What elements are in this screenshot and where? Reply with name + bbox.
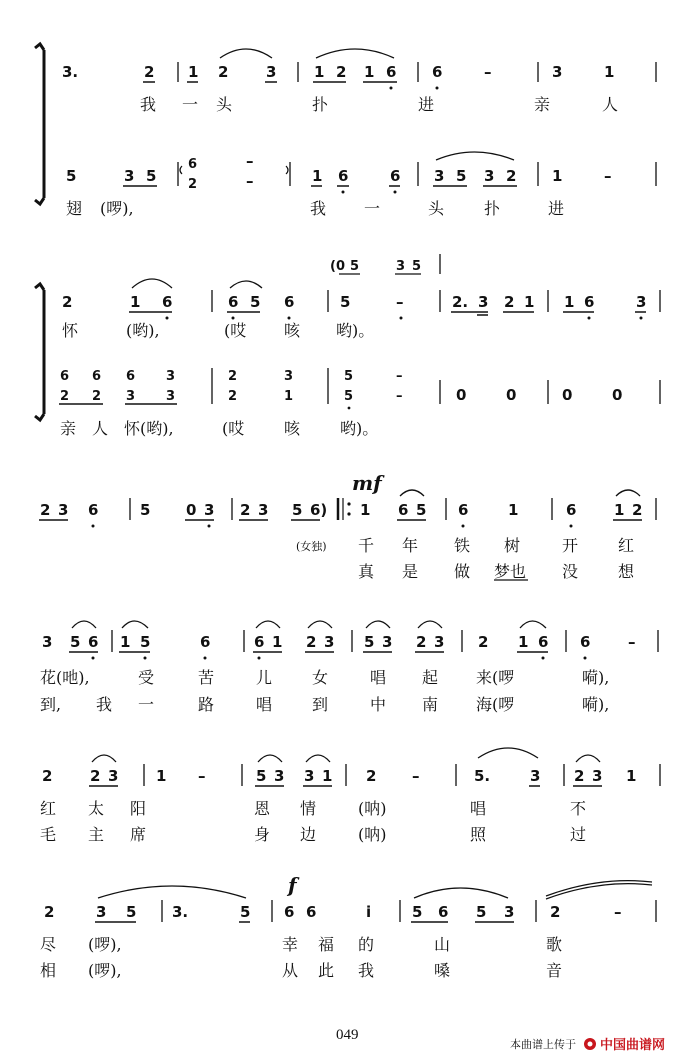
lyric: 扑 [484,199,501,218]
lyric: 儿 [256,668,273,687]
note: 6 [398,501,409,519]
lyric: 照 [470,825,487,844]
note: 3 [58,501,69,519]
lyric: 受 [138,668,155,687]
note: 5 [292,501,303,519]
note: 6 [386,63,397,81]
lyric: 我 [96,695,113,714]
note: 6 [390,167,401,185]
lyric: 来(啰 [476,668,515,687]
note: 3 [124,167,135,185]
lyric: 太 [88,799,105,818]
lyric: 亲 [60,419,77,438]
lyric: 千 [358,536,375,555]
note: 1 [552,167,563,185]
lower-lyrics [60,419,378,438]
lyric: 过 [570,825,587,844]
lyric: 南 [422,695,439,714]
line-6 [40,873,656,980]
note: 5 [240,903,251,921]
lyric: 歌 [546,935,563,954]
note: – [614,903,622,921]
note: 2 [218,63,229,81]
note: 0 [456,386,467,404]
note: 3 [396,259,406,274]
note: 5 [146,167,157,185]
lyric: 我 [310,199,327,218]
note: 6 [88,501,99,519]
note: 3 [434,167,445,185]
lyric: 嗓 [434,961,451,980]
lyrics [40,799,586,844]
note: 3 [504,903,515,921]
note: 5 [412,259,422,274]
lyric: 红 [618,536,635,555]
lyrics [296,536,635,581]
note: 0 [506,386,517,404]
note: 3 [324,633,335,651]
site-logo-icon [584,1038,596,1050]
lyric: 进 [418,95,435,114]
lyric: 头 [428,199,445,218]
lyric: 怀(哟), [124,419,174,438]
lyric: 咳 [284,419,301,438]
note: 2 [92,389,102,404]
system-1 [35,44,656,218]
note: 5 [66,167,77,185]
note: – [396,293,404,311]
note: 2 [336,63,347,81]
note: 1 [626,767,637,785]
system-bracket [35,284,44,420]
note: 5 [126,903,137,921]
lyric: 音 [546,961,563,980]
note: 1 [284,389,294,404]
lyric: 怀 [62,321,79,340]
lyric: 席 [130,825,147,844]
lyric: (啰), [88,935,122,954]
note: 5 [476,903,487,921]
note: 1 [314,63,325,81]
lyric: (啰), [88,961,122,980]
lyrics [40,668,609,714]
note: 5 [140,501,151,519]
note: 2 [550,903,561,921]
note: 3 [636,293,647,311]
lyric: 唱 [370,668,387,687]
note: 1 [312,167,323,185]
singer-label: (女独) [296,540,327,553]
lower-lyrics [66,199,564,218]
lyric: 此 [318,961,335,980]
note: 0 [612,386,623,404]
note: 6 [432,63,443,81]
note: 3 [204,501,215,519]
note: 2 [228,369,238,384]
note: 6 [584,293,595,311]
note: 6 [538,633,549,651]
note: 5 [344,389,354,404]
lyric: (呐) [358,799,387,818]
dynamic-marking: mf [352,471,382,495]
lyric: 扑 [312,95,329,114]
lyric: 福 [318,935,335,954]
lyric: 花(吔), [40,668,90,687]
note: 6 [162,293,173,311]
note: 1 [188,63,199,81]
note: 3 [592,767,603,785]
note: – [198,767,206,785]
note: 6 [438,903,449,921]
note: 5. [474,767,491,785]
lyric: 唱 [256,695,273,714]
note: 5 [340,293,351,311]
note: 2 [144,63,155,81]
note: i [366,903,372,921]
note: 1 [120,633,131,651]
note: 6 [580,633,591,651]
lyric: 从 [282,961,299,980]
note: 1 [524,293,535,311]
lyric: 嗬), [582,668,610,687]
note: 3 [284,369,294,384]
note: – [396,389,403,404]
lyric: 阳 [130,799,147,818]
lyric: 我 [140,95,157,114]
note: 2 [240,501,251,519]
note: 6 [284,293,295,311]
notes [44,903,622,921]
notes [42,633,636,651]
lyric: 路 [198,695,215,714]
note: 2. [452,293,469,311]
note: 2 [506,167,517,185]
note: 6 [228,293,239,311]
footer [336,1027,665,1053]
note: 1 [564,293,575,311]
barlines [162,900,656,922]
note: (0 [330,259,345,274]
note: 3 [258,501,269,519]
lower-marks [59,404,350,409]
lyric: 梦也 [494,562,527,581]
upper-notes [62,63,614,81]
lyric: 恩 [254,799,271,818]
lyric: 幸 [282,935,299,954]
note: 1 [130,293,141,311]
note: 1 [604,63,615,81]
note: 2 [40,501,51,519]
note: 6 [126,369,136,384]
note: 5 [344,369,354,384]
lyric: 相 [40,961,57,980]
upper-lyrics [62,321,374,340]
lower-notes-top [60,369,403,384]
note: – [484,63,492,81]
note: 3 [434,633,445,651]
note: – [396,369,403,384]
note: 3 [166,389,176,404]
note: 2 [60,389,70,404]
lyric: 一 [182,95,199,114]
note: 3 [552,63,563,81]
site-logo-text: 中国曲谱网 [600,1038,666,1053]
note: 1 [518,633,529,651]
note: 3 [108,767,119,785]
lyrics [40,935,562,980]
lyric: (呐) [358,825,387,844]
note: 1 [156,767,167,785]
line-4 [40,621,658,714]
lower-notes-bottom [60,386,622,404]
lyric: 进 [548,199,565,218]
note: 0 [186,501,197,519]
lyric: 唱 [470,799,487,818]
lyric: 没 [562,562,579,581]
note: 1 [614,501,625,519]
note: 6 [188,157,198,172]
note: 2 [306,633,317,651]
lyric: 人 [602,95,619,114]
note: 2 [504,293,515,311]
lyric: 山 [434,935,451,954]
note: 0 [562,386,573,404]
note: 2 [188,177,198,192]
lyric: 中 [370,695,387,714]
lyric: 头 [216,95,233,114]
note: – [412,767,420,785]
note: 3. [62,63,79,81]
lyric: 海(啰 [476,695,515,714]
note: 5 [456,167,467,185]
lyric: 一 [138,695,155,714]
note: 1 [322,767,333,785]
note: 1 [508,501,519,519]
note: 2 [228,389,238,404]
lyric: 女 [312,668,329,687]
note: 2 [632,501,643,519]
lyric: 主 [88,825,105,844]
note: 2 [42,767,53,785]
note: 3 [382,633,393,651]
lyric: 树 [504,536,521,555]
dynamic-marking: f [288,873,297,897]
note: 6 [88,633,99,651]
lyric: 我 [358,961,375,980]
lyric: 的 [358,935,375,954]
lyric: 情 [300,799,317,818]
note: 6 [338,167,349,185]
lyric: 咳 [284,321,301,340]
lyric: 想 [618,562,635,581]
note: – [628,633,636,651]
note: 2 [90,767,101,785]
system-bracket [35,44,44,204]
note: 5 [140,633,151,651]
note: 3 [274,767,285,785]
note: 6 [458,501,469,519]
line-5 [40,748,660,844]
lyric: 是 [402,562,419,581]
notes [42,767,636,785]
note: 3 [166,369,176,384]
system-2 [35,254,660,438]
note: 5 [416,501,427,519]
page-number: 049 [336,1027,359,1043]
lyric: 嗬), [582,695,610,714]
note: 3 [304,767,315,785]
lyric: 边 [300,825,317,844]
lyric: 到, [40,695,62,714]
note: – [246,172,254,190]
note: 2 [62,293,73,311]
note: 5 [350,259,360,274]
note: 5 [412,903,423,921]
note: 1 [364,63,375,81]
note: 5 [250,293,261,311]
lyric: (哎 [224,321,247,340]
lyric: 起 [422,668,439,687]
note: 2 [478,633,489,651]
note: 6) [310,501,328,519]
note: 3. [172,903,189,921]
note: – [246,152,254,170]
lyric: 真 [358,562,375,581]
lyric: (哟), [126,321,160,340]
note: 3 [42,633,53,651]
note: 3 [96,903,107,921]
lyric: 年 [402,536,419,555]
lyric: 铁 [454,536,471,555]
note: 3 [266,63,277,81]
note: 6 [200,633,211,651]
upper-lyrics [140,95,618,114]
lyric: 亲 [534,95,551,114]
note: 5 [70,633,81,651]
note: 2 [366,767,377,785]
note: 6 [92,369,102,384]
note: – [604,167,612,185]
lyric: 到 [312,695,329,714]
note: 1 [360,501,371,519]
lyric: 红 [40,799,57,818]
lyric: 做 [454,562,471,581]
lyric: 不 [570,799,587,818]
lyric: 开 [562,536,579,555]
lyric: 哟)。 [340,419,379,438]
note: 6 [254,633,265,651]
upper-notes [62,293,646,311]
lyric: (哎 [222,419,245,438]
lyric: 翅 [66,199,83,218]
lyric: 哟)。 [336,321,375,340]
note: 2 [44,903,55,921]
note: 3 [530,767,541,785]
line-3 [39,471,656,581]
note: 3 [126,389,136,404]
lyric: (啰), [100,199,134,218]
upload-note: 本曲谱上传于 [510,1038,576,1051]
note: 3 [478,293,489,311]
note: 5 [256,767,267,785]
lyric: 尽 [40,935,57,954]
note: 6 [284,903,295,921]
lyric: 毛 [40,825,57,844]
note: 1 [272,633,283,651]
lyric: 身 [254,825,271,844]
note: 2 [574,767,585,785]
note: 5 [364,633,375,651]
note: 6 [566,501,577,519]
lyric: 一 [364,199,381,218]
lyric: 苦 [198,668,215,687]
note: 6 [60,369,70,384]
note: 2 [416,633,427,651]
lyric: 人 [92,419,109,438]
cue-notes [330,254,440,274]
note: 3 [484,167,495,185]
note: 6 [306,903,317,921]
